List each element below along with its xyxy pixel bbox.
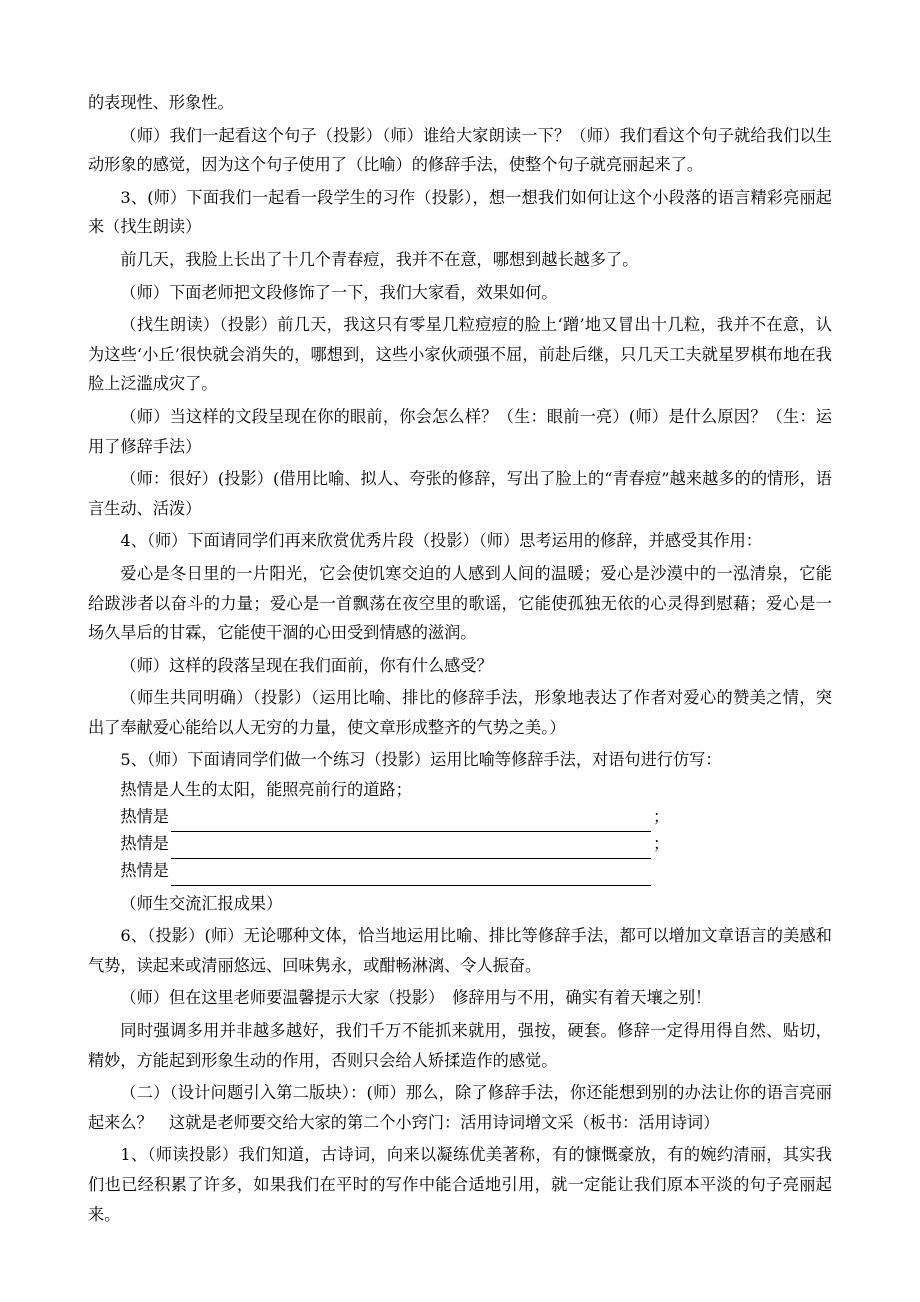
- fill-in-label: 热情是: [120, 834, 169, 854]
- paragraph: 5、（师）下面请同学们做一个练习（投影）运用比喻等修辞手法，对语句进行仿写：: [120, 750, 722, 770]
- paragraph: （师生共同明确）（投影）（运用比喻、排比的修辞手法，形象地表达了作者对爱心的赞美之情，突出了奉献爱心能给以人无穷的力量，使文章形成整齐的气势之美。）: [88, 688, 832, 737]
- document-page: [88, 88, 832, 1229]
- paragraph: （师）当这样的文段呈现在你的眼前，你会怎么样？（生：眼前一亮）(师）是什么原因？（生：运用了修辞手法）: [88, 406, 832, 456]
- paragraph: （二）（设计问题引入第二版块）：(师）那么，除了修辞手法，你还能想到别的办法让你的语言亮丽起来么？ 这就是老师要交给大家的第二个小窍门：活用诗词增文采（板书：活用诗词）: [88, 1083, 832, 1132]
- paragraph: （师）我们一起看这个句子（投影）（师）谁给大家朗读一下？（师）我们看这个句子就给我们以生动形象的感觉，因为这个句子使用了（比喻）的修辞手法，使整个句子就亮丽起来了。: [88, 125, 832, 175]
- fill-in-blank[interactable]: [171, 837, 651, 859]
- paragraph: （师）但在这里老师要温馨提示大家（投影） 修辞用与不用，确实有着天壤之别！: [120, 988, 712, 1008]
- fill-in-blank[interactable]: [171, 810, 651, 832]
- paragraph: 1、（师读投影）我们知道，古诗词，向来以凝练优美著称，有的慷慨豪放，有的婉约清丽，其实我们也已经积累了许多，如果我们在平时的写作中能合适地引用，就一定能让我们原本平淡的句子亮丽起来。: [88, 1145, 832, 1224]
- paragraph: （师：很好）(投影）(借用比喻、拟人、夸张的修辞，写出了脸上的“青春痘”越来越多的的情形，语言生动、活泼）: [88, 469, 832, 518]
- paragraph: 同时强调多用并非越多越好，我们千万不能抓来就用，强按，硬套。修辞一定得用得自然、贴切，精妙，方能起到形象生动的作用，否则只会给人矫揉造作的感觉。: [88, 1021, 832, 1070]
- fill-in-line[interactable]: [88, 832, 832, 859]
- paragraph: （师生交流汇报成果）: [120, 893, 283, 913]
- paragraph: 热情是人生的太阳，能照亮前行的道路；: [120, 780, 412, 800]
- fill-in-punct: ；: [652, 807, 670, 827]
- fill-in-label: 热情是: [120, 861, 169, 881]
- paragraph: 前几天，我脸上长出了十几个青春痘，我并不在意，哪想到越长越多了。: [120, 249, 639, 269]
- paragraph: 的表现性、形象性。: [88, 93, 234, 112]
- paragraph: 6、（投影）(师）无论哪种文体，恰当地运用比喻、排比等修辞手法，都可以增加文章语言的美感和气势，读起来或清丽悠远、回味隽永，或酣畅淋漓、令人振奋。: [88, 926, 832, 975]
- fill-in-line[interactable]: [88, 805, 832, 832]
- paragraph: （找生朗读）（投影）前几天，我这只有零星几粒痘痘的脸上‘蹭’地又冒出十几粒，我并不在意，认为这些‘小丘’很快就会消失的，哪想到，这些小家伙顽强不屈，前赴后继，只几天工夫就星罗棋布地在我脸上泛滥成灾了。: [88, 315, 832, 394]
- fill-in-punct: ；: [652, 834, 670, 854]
- fill-in-line[interactable]: [88, 859, 832, 886]
- paragraph: （师）这样的段落呈现在我们面前，你有什么感受？: [120, 655, 493, 675]
- paragraph: 4、（师）下面请同学们再来欣赏优秀片段（投影）（师）思考运用的修辞，并感受其作用：: [120, 531, 762, 551]
- paragraph: 爱心是冬日里的一片阳光，它会使饥寒交迫的人感到人间的温暖；爱心是沙漠中的一泓清泉，它能给跋涉者以奋斗的力量；爱心是一首飘荡在夜空里的歌谣，它能使孤独无依的心灵得到慰藉；爱心是一场久旱后的甘霖，它能使干涸的心田受到情感的滋润。: [88, 563, 832, 643]
- paragraph: （师）下面老师把文段修饰了一下，我们大家看，效果如何。: [120, 282, 558, 302]
- fill-in-label: 热情是: [120, 807, 169, 827]
- paragraph: 3、(师）下面我们一起看一段学生的习作（投影），想一想我们如何让这个小段落的语言精彩亮丽起来（找生朗读）: [88, 187, 832, 237]
- fill-in-blank[interactable]: [171, 864, 651, 886]
